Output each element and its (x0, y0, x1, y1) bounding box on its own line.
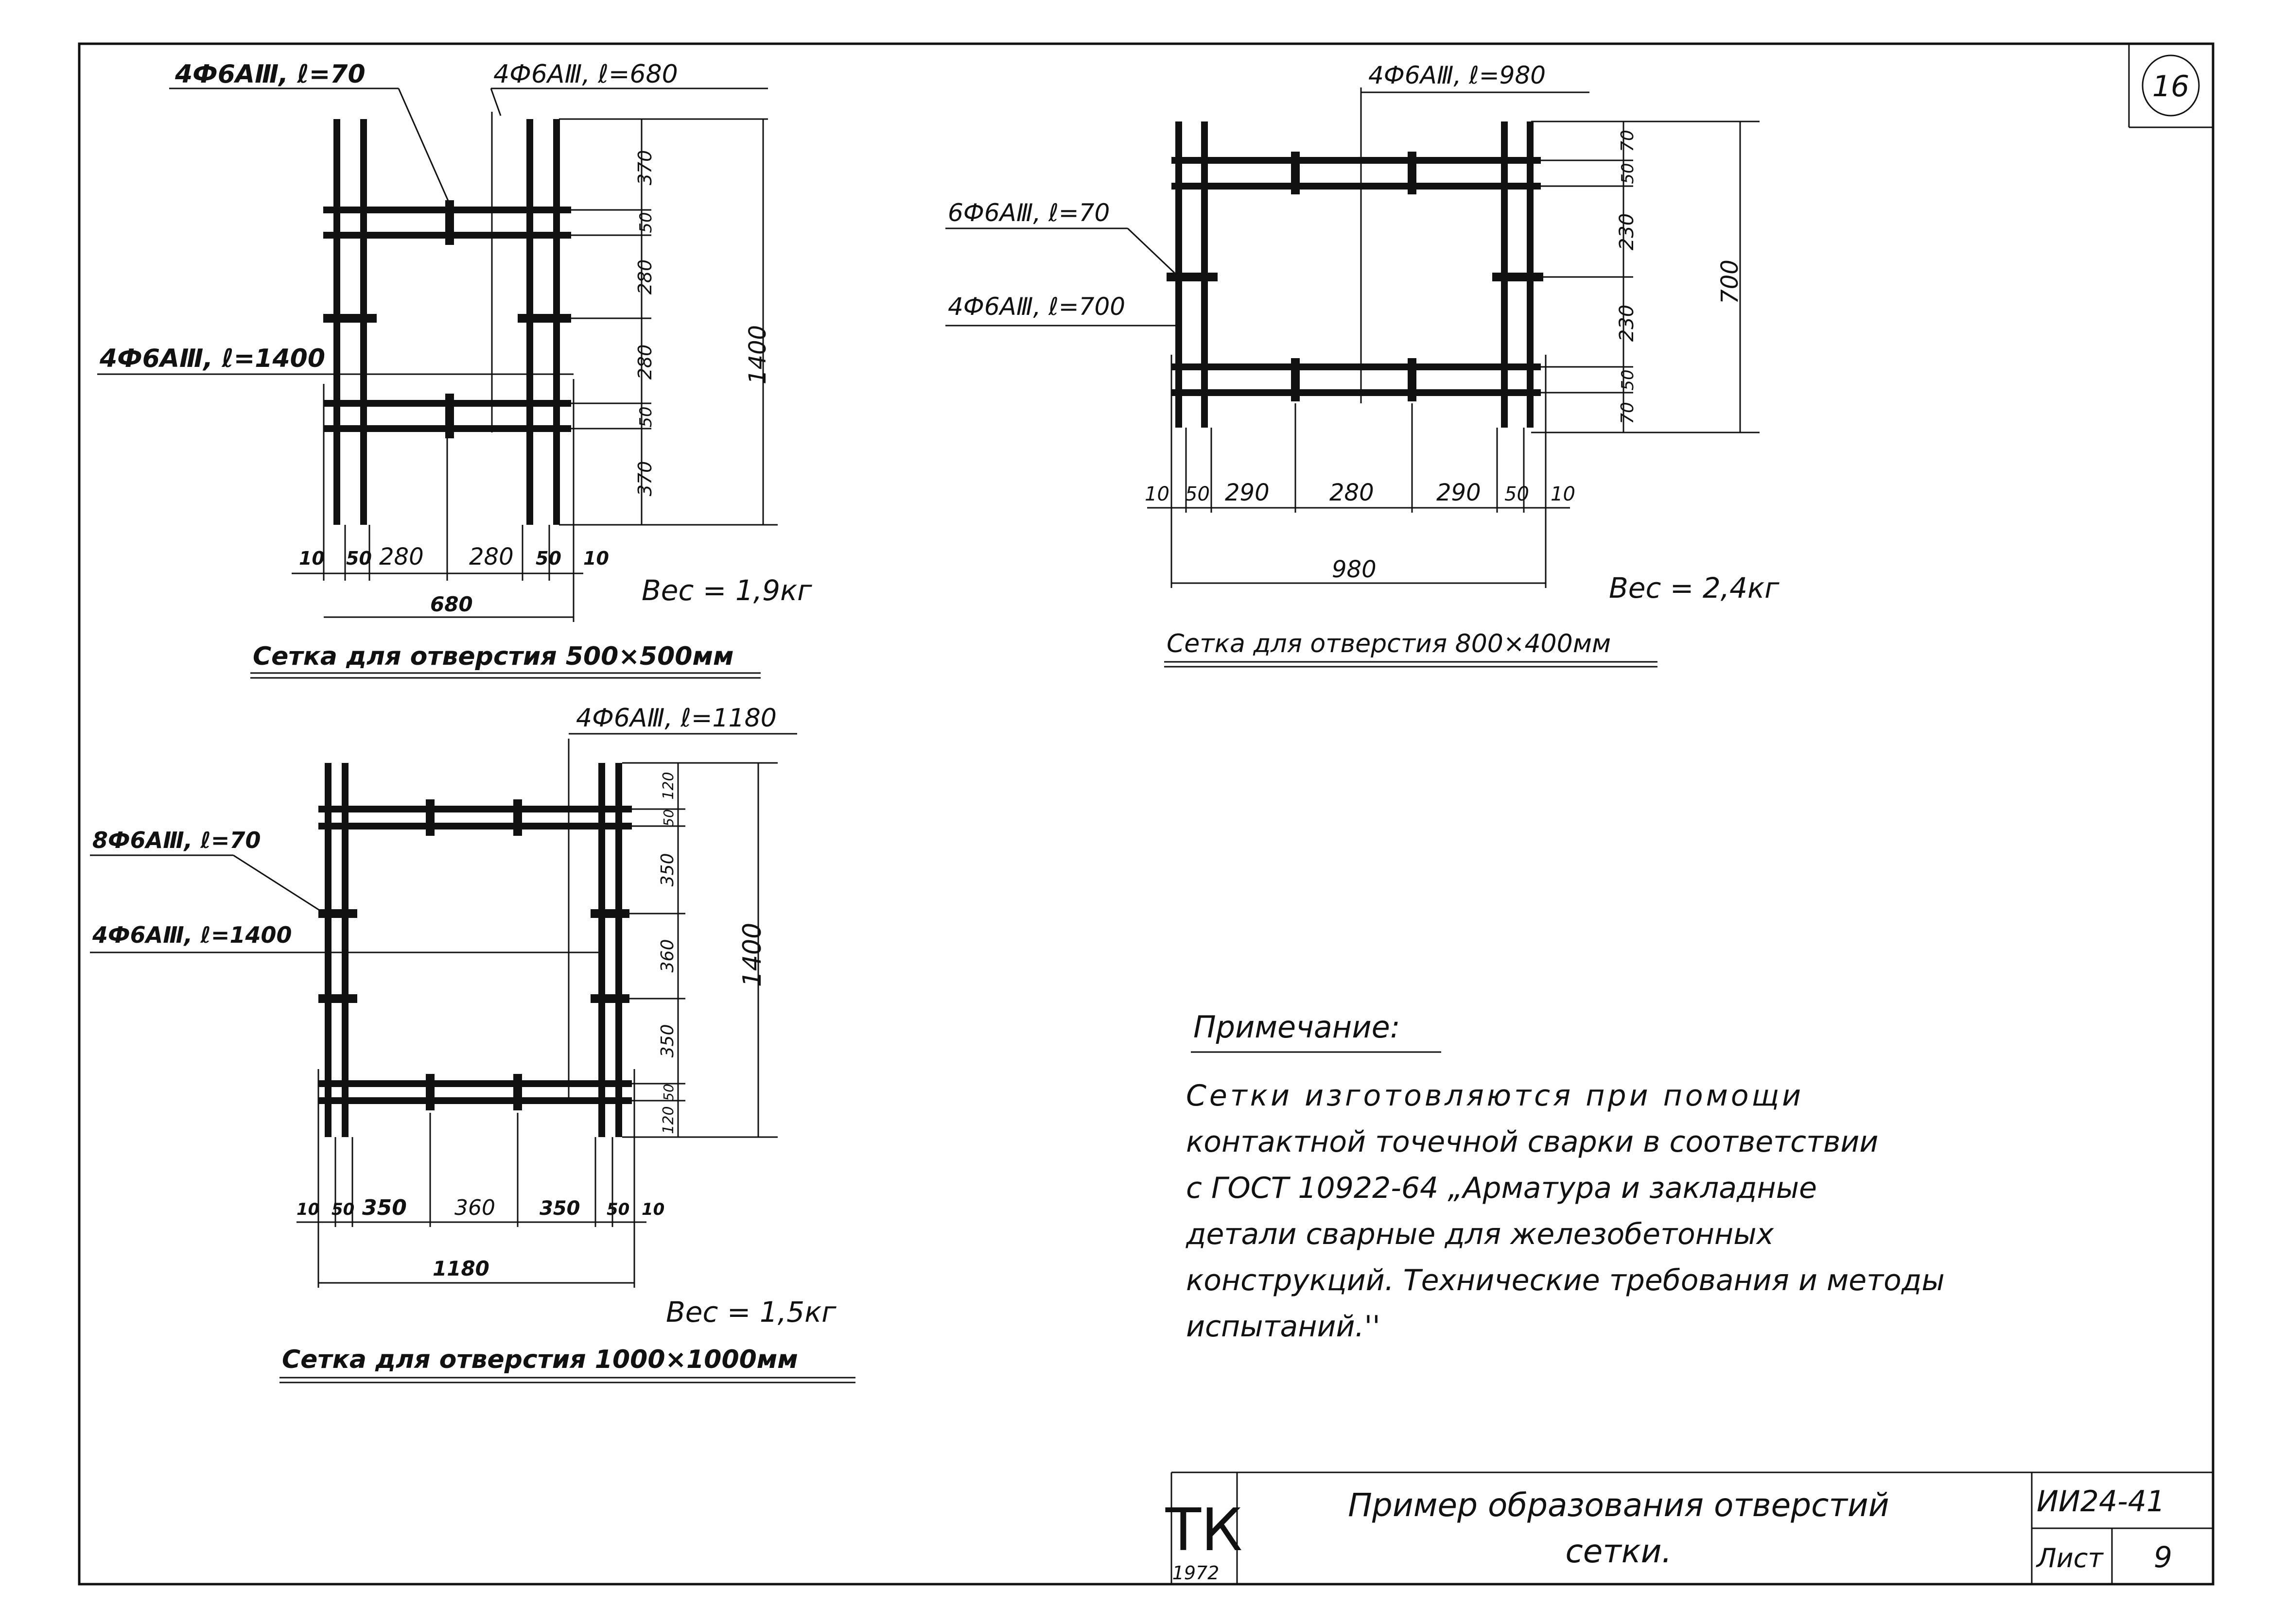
mesh-1000-figure (90, 704, 855, 1382)
dim-total-h: 1180 (433, 1257, 489, 1280)
label-top-bar: 4Ф6АⅢ, ℓ=980 (1368, 61, 1546, 89)
dim-total-h: 980 (1332, 556, 1377, 583)
weight: Вес = 2,4кг (1609, 571, 1779, 605)
sheet-label: Лист (2037, 1543, 2103, 1573)
dim-v: 370 (634, 150, 656, 186)
dim-h: 50 (346, 548, 372, 569)
title-block (1165, 1472, 2213, 1584)
dim-total-h: 680 (430, 592, 473, 616)
dim-total-v: 1400 (744, 325, 771, 385)
note-block (1186, 1009, 1945, 1344)
note-heading: Примечание: (1193, 1009, 1400, 1045)
dim-h: 290 (1225, 479, 1270, 506)
dim-v: 230 (1616, 213, 1638, 251)
dim-v: 70 (1618, 402, 1638, 424)
dim-h: 350 (362, 1195, 407, 1220)
dim-v: 120 (660, 772, 677, 800)
org-stamp: ТК (1165, 1497, 1243, 1564)
label-long-bar: 4Ф6АⅢ, ℓ=1400 (100, 344, 326, 373)
dim-v: 50 (1618, 369, 1638, 391)
dim-h: 10 (583, 548, 609, 569)
dim-v: 50 (636, 406, 656, 428)
mesh-500-figure (97, 60, 812, 678)
dim-h: 10 (642, 1200, 665, 1219)
dim-v: 280 (634, 259, 656, 295)
dim-h: 10 (1145, 483, 1169, 505)
dim-h: 290 (1436, 479, 1481, 506)
dim-h: 50 (536, 548, 561, 569)
dim-h: 50 (607, 1200, 630, 1219)
dim-v: 50 (1618, 163, 1638, 184)
dim-v: 230 (1616, 304, 1638, 342)
label-short-bar: 8Ф6АⅢ, ℓ=70 (92, 827, 261, 853)
dim-h: 350 (540, 1197, 580, 1220)
title-line-2: сетки. (1565, 1533, 1672, 1570)
dim-h: 10 (297, 1200, 320, 1219)
dim-h: 10 (299, 548, 325, 569)
note-line: Сетки изготовляются при помощи (1186, 1079, 1804, 1113)
dim-h: 280 (379, 543, 424, 570)
note-line: конструкций. Технические требования и методы (1186, 1263, 1945, 1297)
note-line: детали сварные для железобетонных (1186, 1217, 1774, 1251)
label-long-bar: 4Ф6АⅢ, ℓ=1400 (92, 922, 292, 948)
label-short-bar: 4Ф6АⅢ, ℓ=70 (175, 60, 366, 89)
caption: Сетка для отверстия 1000×1000мм (282, 1345, 798, 1374)
caption: Сетка для отверстия 500×500мм (253, 642, 734, 671)
dim-v: 350 (658, 853, 678, 887)
dim-v: 360 (658, 939, 678, 973)
weight: Вес = 1,9кг (642, 574, 812, 607)
dim-v: 120 (660, 1106, 677, 1134)
weight: Вес = 1,5кг (666, 1296, 837, 1329)
dim-h: 50 (331, 1200, 355, 1219)
mesh-800-figure (945, 61, 1779, 667)
label-long-bar: 4Ф6АⅢ, ℓ=700 (948, 293, 1126, 321)
dim-total-v: 700 (1716, 259, 1744, 304)
stamp-year: 1972 (1172, 1562, 1220, 1584)
dim-v: 280 (634, 344, 656, 380)
dim-v: 50 (661, 809, 677, 827)
dim-v: 350 (658, 1024, 678, 1058)
label-top-bar: 4Ф6АⅢ, ℓ=680 (493, 60, 678, 89)
label-short-bar: 6Ф6АⅢ, ℓ=70 (948, 199, 1110, 227)
title-line-1: Пример образования отверстий (1348, 1486, 1889, 1524)
doc-code: ИИ24-41 (2037, 1485, 2165, 1519)
dim-total-v: 1400 (738, 922, 767, 987)
label-top-bar: 4Ф6АⅢ, ℓ=1180 (576, 704, 777, 733)
note-line: испытаний.'' (1186, 1310, 1380, 1344)
dim-v: 70 (1618, 130, 1638, 152)
note-line: контактной точечной сварки в соответствии (1186, 1125, 1879, 1159)
sheet-number: 9 (2153, 1540, 2173, 1574)
note-line: с ГОСТ 10922-64 „Арматура и закладные (1186, 1171, 1817, 1205)
dim-h: 280 (1329, 479, 1374, 506)
dim-h: 360 (454, 1195, 495, 1220)
dim-h: 50 (1504, 483, 1529, 505)
caption: Сетка для отверстия 800×400мм (1167, 629, 1611, 658)
dim-h: 10 (1551, 483, 1575, 505)
dim-v: 370 (634, 461, 656, 497)
dim-v: 50 (661, 1084, 677, 1101)
dim-h: 280 (469, 543, 514, 570)
page-number: 16 (2152, 69, 2190, 104)
dim-h: 50 (1185, 483, 1210, 505)
dim-v: 50 (636, 212, 656, 233)
